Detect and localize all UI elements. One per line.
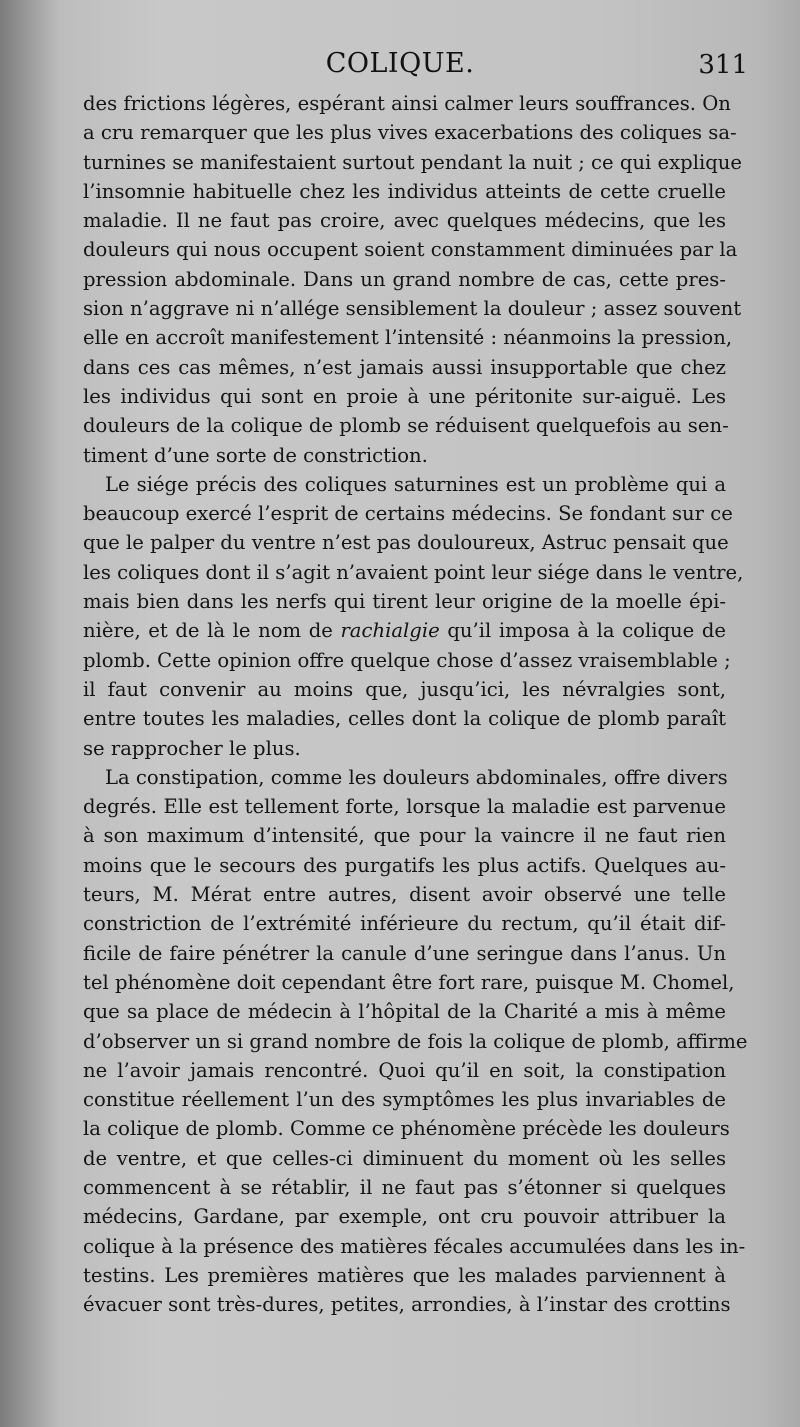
text-line: il faut convenir au moins que, jusqu’ici, les névralgies sont, xyxy=(83,677,726,701)
text-line: a cru remarquer que les plus vives exacerbations des coliques sa- xyxy=(83,121,737,145)
italic-term: rachialgie xyxy=(340,619,440,643)
text-line: constitue réellement l’un des symptômes les plus invariables de xyxy=(83,1088,726,1112)
text-line: maladie. Il ne faut pas croire, avec quelques médecins, que les xyxy=(83,209,726,233)
text-line: que le palper du ventre n’est pas douloureux, Astruc pensait que xyxy=(83,531,729,555)
running-head: COLIQUE. xyxy=(325,48,475,79)
text-line: teurs, M. Mérat entre autres, disent avoir observé une telle xyxy=(83,883,726,907)
text-line: testins. Les premières matières que les malades parviennent à xyxy=(83,1263,726,1287)
text-line: se rapprocher le plus. xyxy=(83,736,301,760)
text-line: Le siége précis des coliques saturnines est un problème qui a xyxy=(105,472,726,496)
text-line: à son maximum d’intensité, que pour la vaincre il ne faut rien xyxy=(83,824,726,848)
text-line: moins que le secours des purgatifs les plus actifs. Quelques au- xyxy=(83,853,726,877)
body-text xyxy=(83,89,748,1319)
text-line: elle en accroît manifestement l’intensité : néanmoins la pression, xyxy=(83,326,733,350)
text-line: tel phénomène doit cependant être fort rare, puisque M. Chomel, xyxy=(83,970,735,994)
text-line: des frictions légères, espérant ainsi calmer leurs souffrances. On xyxy=(83,92,731,115)
text-fragment: qu’il imposa à la colique de xyxy=(447,619,726,643)
text-line: entre toutes les maladies, celles dont la colique de plomb paraît xyxy=(83,707,726,731)
text-line: degrés. Elle est tellement forte, lorsque la maladie est parvenue xyxy=(83,795,726,819)
page-header xyxy=(0,48,800,88)
paragraph-2 xyxy=(83,470,744,763)
text-line: mais bien dans les nerfs qui tirent leur origine de la moelle épi- xyxy=(83,590,726,614)
text-line: évacuer sont très-dures, petites, arrondies, à l’instar des crottins xyxy=(83,1293,731,1317)
text-line: d’observer un si grand nombre de fois la colique de plomb, affirme xyxy=(83,1029,748,1053)
text-line: colique à la présence des matières fécales accumulées dans les in- xyxy=(83,1234,746,1258)
text-line: ficile de faire pénétrer la canule d’une seringue dans l’anus. Un xyxy=(83,941,726,965)
text-line: ne l’avoir jamais rencontré. Quoi qu’il en soit, la constipation xyxy=(83,1058,726,1082)
text-line: constriction de l’extrémité inférieure du rectum, qu’il était dif- xyxy=(83,912,726,936)
text-line: les coliques dont il s’agit n’avaient point leur siége dans le ventre, xyxy=(83,560,744,584)
text-line: sion n’aggrave ni n’allége sensiblement la douleur ; assez souvent xyxy=(83,297,742,321)
text-line: plomb. Cette opinion offre quelque chose d’assez vraisemblable ; xyxy=(83,648,731,672)
text-line: que sa place de médecin à l’hôpital de la Charité a mis à même xyxy=(83,1000,726,1024)
paragraph-1 xyxy=(83,89,742,470)
text-line: douleurs qui nous occupent soient constamment diminuées par la xyxy=(83,238,738,262)
text-line: l’insomnie habituelle chez les individus atteints de cette cruelle xyxy=(83,179,726,203)
text-line: médecins, Gardane, par exemple, ont cru pouvoir attribuer la xyxy=(83,1205,726,1229)
page-number: 311 xyxy=(698,50,748,80)
text-line: commencent à se rétablir, il ne faut pas s’étonner si quelques xyxy=(83,1175,726,1199)
text-line: les individus qui sont en proie à une péritonite sur-aiguë. Les xyxy=(83,384,726,408)
text-fragment: nière, et de là le nom de xyxy=(83,619,333,643)
text-line: de ventre, et que celles-ci diminuent du moment où les selles xyxy=(83,1146,726,1170)
text-line-with-italic xyxy=(83,616,726,645)
text-line: La constipation, comme les douleurs abdominales, offre divers xyxy=(105,765,728,789)
text-line: turnines se manifestaient surtout pendant la nuit ; ce qui explique xyxy=(83,150,742,174)
text-line: dans ces cas mêmes, n’est jamais aussi insupportable que chez xyxy=(83,355,726,379)
text-line: beaucoup exercé l’esprit de certains médecins. Se fondant sur ce xyxy=(83,502,733,526)
text-line: douleurs de la colique de plomb se réduisent quelquefois au sen- xyxy=(83,414,729,438)
text-line: pression abdominale. Dans un grand nombre de cas, cette pres- xyxy=(83,267,726,291)
text-line: la colique de plomb. Comme ce phénomène précède les douleurs xyxy=(83,1117,730,1141)
paragraph-3 xyxy=(83,763,748,1320)
text-line: timent d’une sorte de constriction. xyxy=(83,443,428,467)
